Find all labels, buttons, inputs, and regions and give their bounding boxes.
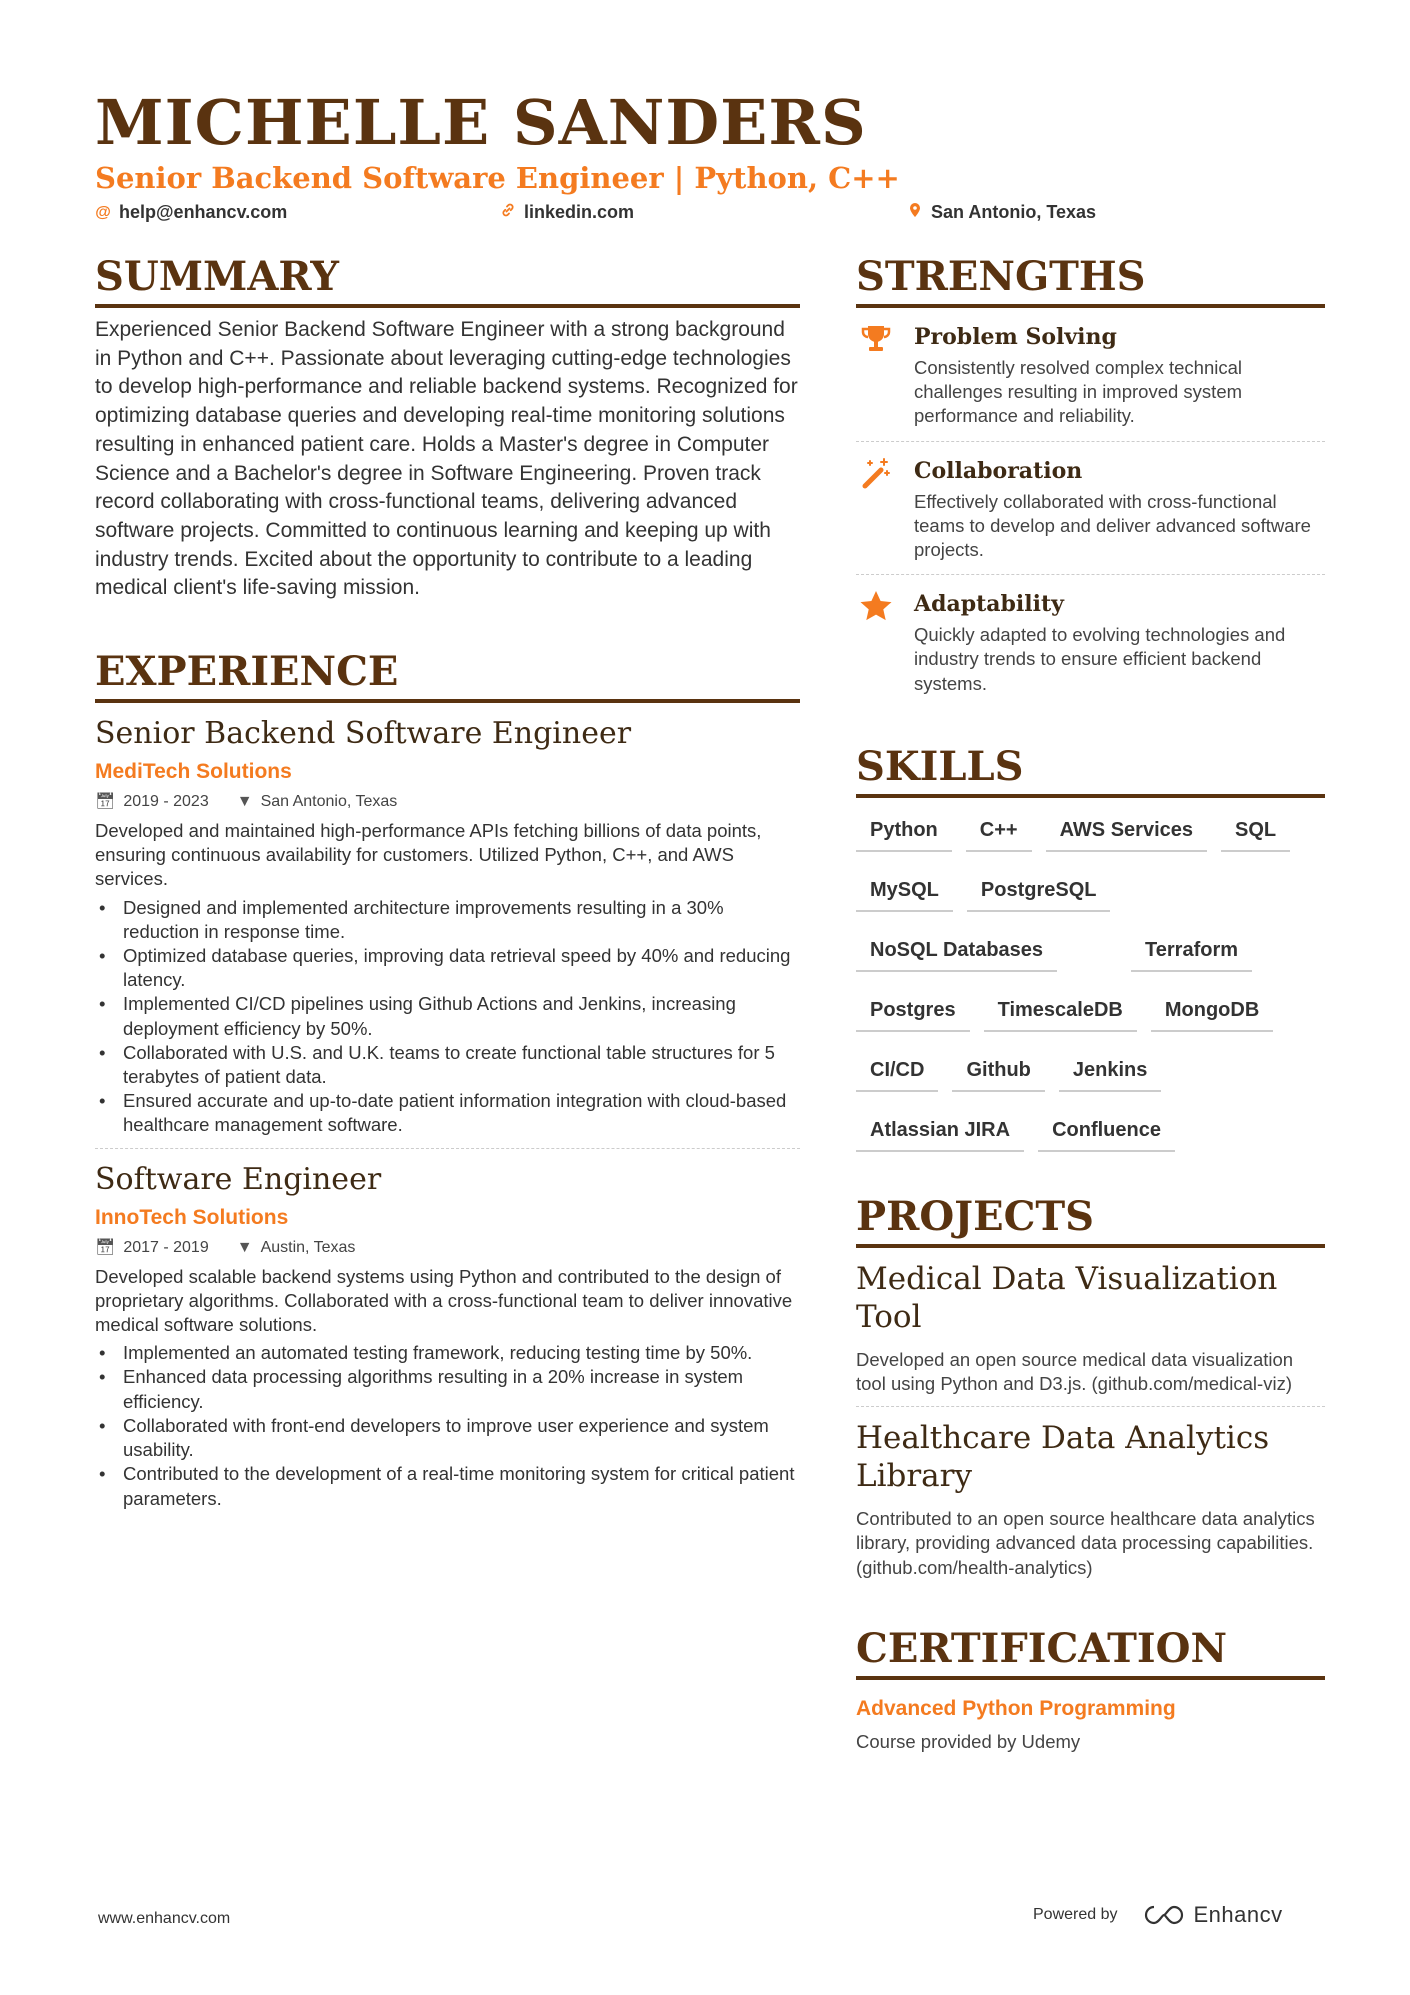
summary-heading: SUMMARY — [95, 252, 800, 308]
project-title: Healthcare Data Analytics Library — [856, 1420, 1270, 1495]
skill-tag: AWS Services — [1046, 818, 1207, 852]
link-icon — [500, 202, 516, 223]
job-meta — [95, 1237, 800, 1259]
strength-description: Effectively collaborated with cross-functional teams to develop and deliver advanced software projects. — [914, 490, 1311, 561]
projects-heading: PROJECTS — [856, 1192, 1325, 1248]
skill-tag: Github — [952, 1058, 1044, 1092]
candidate-title: Senior Backend Software Engineer | Python, C++ — [95, 161, 900, 195]
candidate-name: MICHELLE SANDERS — [95, 86, 867, 159]
divider — [95, 1148, 800, 1149]
enhancv-logo-text: Enhancv — [1193, 1902, 1283, 1927]
right-column — [856, 252, 1325, 1754]
strengths-heading: STRENGTHS — [856, 252, 1325, 308]
job-bullet: • Designed and implemented architecture improvements resulting in a 30% reduction in response time. — [95, 896, 800, 944]
job-bullets — [95, 1341, 800, 1510]
skill-tag: PostgreSQL — [967, 878, 1111, 912]
job-description: Developed scalable backend systems using Python and contributed to the design of proprietary algorithms. Collaborated with a cross-functional team to deliver innovative medical software solutions. — [95, 1265, 793, 1336]
strength-name: Problem Solving — [914, 324, 1117, 350]
job-title: Senior Backend Software Engineer — [95, 716, 632, 752]
job-bullets — [95, 896, 800, 1138]
skill-tag: MongoDB — [1151, 998, 1273, 1032]
email-text: help@enhancv.com — [119, 202, 288, 222]
experience-heading: EXPERIENCE — [95, 647, 800, 703]
job-bullet: • Optimized database queries, improving data retrieval speed by 40% and reducing latency. — [95, 944, 800, 992]
job-company: MediTech Solutions — [95, 760, 292, 784]
skill-tag: Atlassian JIRA — [856, 1118, 1024, 1152]
strength-description: Consistently resolved complex technical challenges resulting in improved system performance and reliability. — [914, 357, 1243, 427]
location-text: San Antonio, Texas — [931, 202, 1097, 222]
powered-by-text: Powered by — [1033, 1906, 1118, 1923]
skill-tag: NoSQL Databases — [856, 938, 1057, 972]
skill-tag: Jenkins — [1059, 1058, 1161, 1092]
location-pin-icon — [907, 202, 923, 223]
certification-description: Course provided by Udemy — [856, 1730, 1081, 1752]
strength-item — [856, 308, 1325, 441]
strength-item — [856, 442, 1325, 575]
job-entry — [95, 715, 800, 1149]
certification-heading: CERTIFICATION — [856, 1624, 1325, 1680]
skill-tag: MySQL — [856, 878, 953, 912]
project-description: Developed an open source medical data visualization tool using Python and D3.js. (github.com/medical-viz) — [856, 1348, 1294, 1395]
job-meta — [95, 791, 800, 813]
job-bullet: • Enhanced data processing algorithms resulting in a 20% increase in system efficiency. — [95, 1365, 800, 1413]
skill-tag: Python — [856, 818, 952, 852]
contact-row — [95, 202, 1325, 228]
job-bullet: • Collaborated with front-end developers to improve user experience and system usability. — [95, 1414, 800, 1462]
contact-email[interactable] — [95, 202, 287, 223]
skills-heading: SKILLS — [856, 742, 1325, 798]
skill-tag: TimescaleDB — [984, 998, 1137, 1032]
job-description: Developed and maintained high-performance APIs fetching billions of data points, ensuring continuous availability for customers. Utilized Python, C++, and AWS services. — [95, 820, 762, 890]
job-entry — [95, 1161, 800, 1511]
job-location: San Antonio, Texas — [260, 793, 398, 811]
job-dates: 2019 - 2023 — [123, 793, 209, 811]
strength-name: Adaptability — [914, 591, 1064, 618]
left-column — [95, 252, 800, 1511]
job-bullet: • Collaborated with U.S. and U.K. teams to create functional table structures for 5 terabytes of patient data. — [95, 1041, 800, 1089]
certification-name: Advanced Python Programming — [856, 1696, 1176, 1720]
contact-linkedin[interactable] — [500, 202, 634, 223]
project-entry — [856, 1419, 1325, 1580]
star-icon — [856, 589, 896, 696]
job-title: Software Engineer — [95, 1161, 382, 1197]
job-location: Austin, Texas — [260, 1238, 356, 1256]
enhancv-logo[interactable] — [1142, 1902, 1283, 1928]
location-pin-icon: ▼ — [236, 1238, 253, 1256]
job-dates: 2017 - 2019 — [123, 1238, 209, 1256]
calendar-icon: 📅︎ — [95, 793, 116, 811]
enhancv-logo-icon — [1142, 1904, 1186, 1926]
job-bullet: • Contributed to the development of a real-time monitoring system for critical patient parameters. — [95, 1462, 800, 1510]
contact-location — [907, 202, 1096, 223]
skill-tag: Postgres — [856, 998, 970, 1032]
location-pin-icon: ▼ — [236, 793, 253, 811]
linkedin-text: linkedin.com — [524, 202, 635, 222]
job-company: InnoTech Solutions — [95, 1205, 289, 1229]
job-bullet: • Implemented CI/CD pipelines using Github Actions and Jenkins, increasing deployment efficiency by 50%. — [95, 992, 800, 1040]
at-icon: @ — [95, 203, 111, 221]
skill-tag: C++ — [966, 818, 1032, 852]
skill-tag: Terraform — [1131, 938, 1252, 972]
strength-name: Collaboration — [914, 457, 1083, 484]
strength-description: Quickly adapted to evolving technologies and industry trends to ensure efficient backend systems. — [914, 624, 1286, 694]
footer-website[interactable]: www.enhancv.com — [98, 1910, 231, 1927]
skill-tag: CI/CD — [856, 1058, 938, 1092]
skills-list — [856, 818, 1325, 1152]
summary-text: Experienced Senior Backend Software Engineer with a strong background in Python and C++. Passionate about leveraging cutting-edge technologies to develop high-performance and reliable backend systems. Recognized for optimizing database queries and developing real-time monitoring solutions resulting in enhanced patient care. Holds a Master's degree in Computer Science and a Bachelor's degree in Software Engineering. Proven track record collaborating with cross-functional teams, delivering advanced software projects. Committed to continuous learning and keeping up with industry trends. Excited about the opportunity to contribute to a leading medical client's life-saving mission. — [95, 318, 798, 600]
project-title: Medical Data Visualization Tool — [856, 1260, 1278, 1335]
strength-item — [856, 575, 1325, 708]
job-bullet: • Ensured accurate and up-to-date patient information integration with cloud-based healthcare management software. — [95, 1089, 800, 1137]
job-bullet: • Implemented an automated testing framework, reducing testing time by 50%. — [95, 1341, 800, 1365]
divider — [856, 1406, 1325, 1407]
calendar-icon: 📅︎ — [95, 1238, 116, 1256]
project-entry — [856, 1260, 1325, 1407]
footer-branding — [1033, 1902, 1283, 1928]
resume-header — [95, 88, 1325, 228]
skill-tag: Confluence — [1038, 1118, 1175, 1152]
project-description: Contributed to an open source healthcare data analytics library, providing advanced data processing capabilities. (github.com/health-analytics) — [856, 1508, 1315, 1578]
trophy-icon — [856, 322, 896, 429]
skill-tag: SQL — [1221, 818, 1290, 852]
magic-wand-icon — [856, 456, 896, 563]
